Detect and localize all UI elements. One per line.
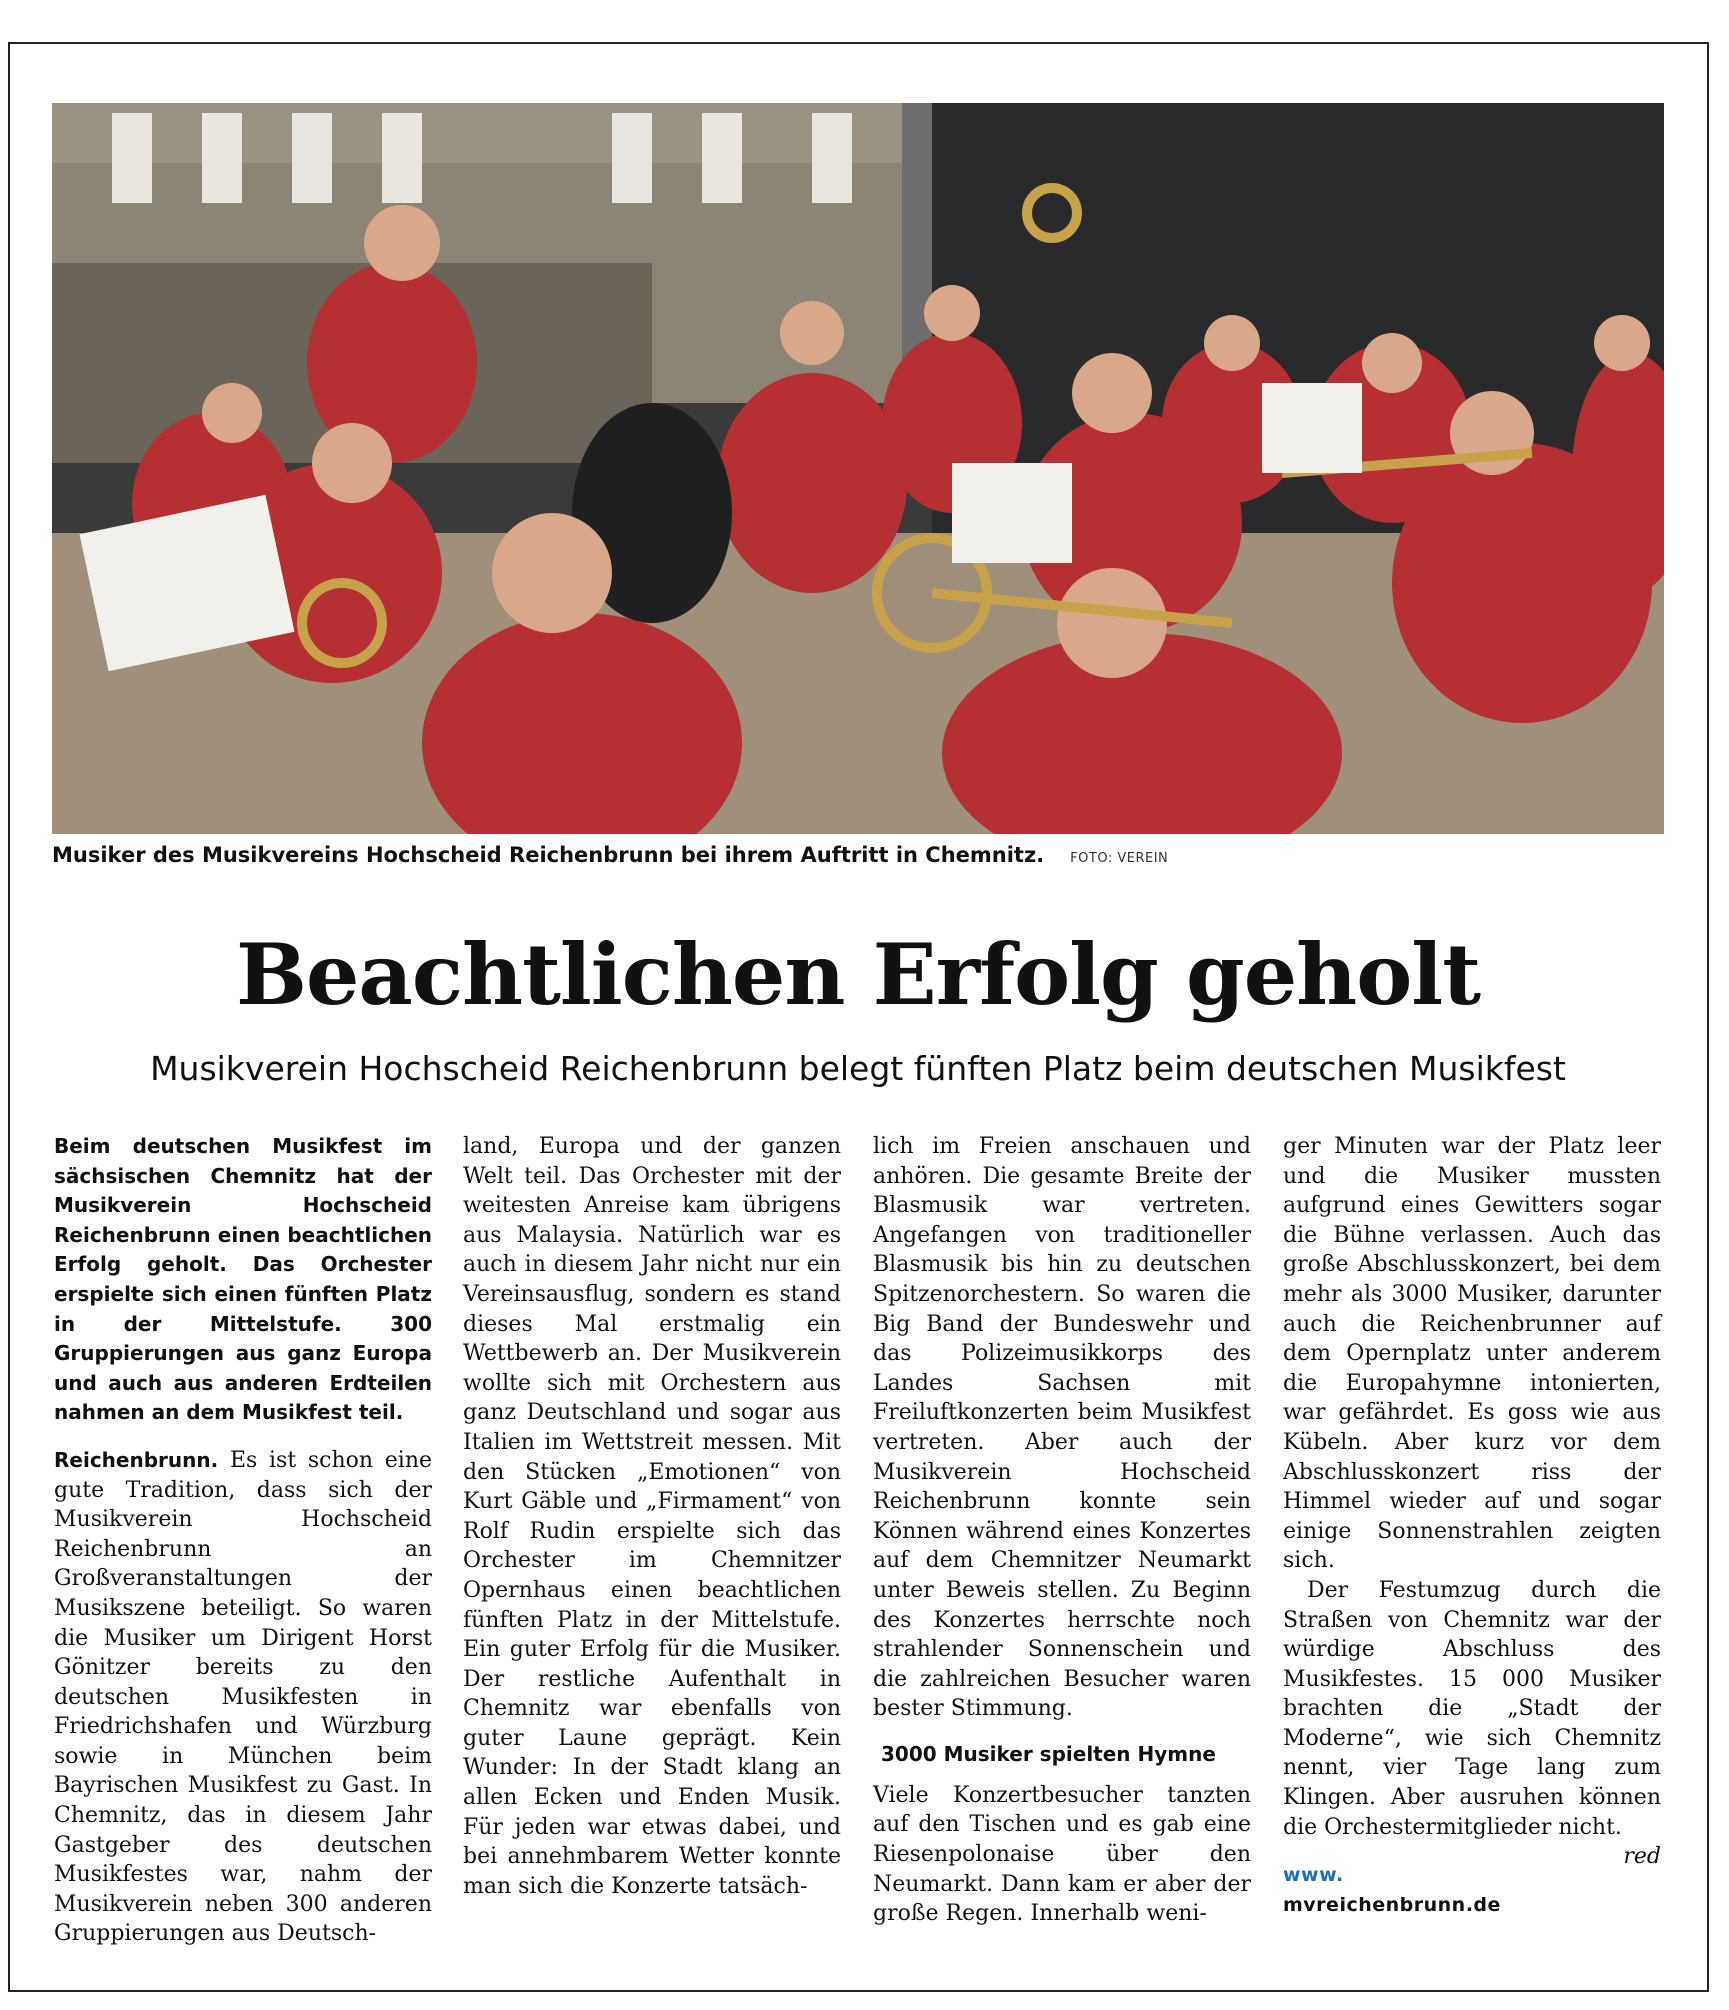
photo-caption (52, 843, 1664, 873)
author-signature: red (1623, 1844, 1661, 1870)
photo-credit: FOTO: VEREIN (1070, 851, 1169, 866)
orchestra-photo-illustration (52, 103, 1664, 834)
body-paragraph-6 (1283, 1576, 1661, 1870)
body-paragraph-5: ger Minuten war der Platz leer und die Musiker mussten aufgrund eines Gewitters sogar die Bühne verlassen. Auch das große Abschlusskonzert, bei dem mehr als 3000 Musiker, darunter auch die Reichenbrunner auf dem Opernplatz unter anderem die Europahymne intonierten, war gefährdet. Es goss wie aus Kübeln. Aber kurz vor dem Abschlusskonzert riss der Himmel wieder auf und sogar einige Sonnenstrahlen zeigten sich. (1283, 1134, 1661, 1574)
body-paragraph-3: lich im Freien anschauen und anhören. Die gesamte Breite der Blasmusik war vertreten. Angefangen von traditioneller Blasmusik bis hin zu deutschen Spitzenorchestern. So waren die Big Band der Bundeswehr und das Polizeimusikkorps des Landes Sachsen mit Freiluftkonzerten beim Musikfest vertreten. Aber auch der Musikverein Hochscheid Reichenbrunn konnte sein Können während eines Konzertes auf dem Chemnitzer Neumarkt unter Beweis stellen. Zu Beginn des Konzertes herrschte noch strahlender Sonnenschein und die zahlreichen Besucher waren bester Stimmung. (873, 1134, 1251, 1722)
dateline: Reichenbrunn. (54, 1447, 219, 1472)
column-2 (463, 1132, 841, 1901)
body-text-6: Der Festumzug durch die Straßen von Chemnitz war der würdige Abschluss des Musikfestes. 15 000 Musiker brachten die „Stadt der Moderne“, wie sich Chemnitz nennt, vier Tage lang zum Klingen. Aber ausruhen können die Orchestermitglieder nicht. (1283, 1577, 1661, 1840)
subheadline: Musikverein Hochscheid Reichenbrunn belegt fünften Platz beim deutschen Musikfest (150, 1049, 1566, 1088)
website-prefix: www. (1283, 1864, 1344, 1887)
orchestra-photo (52, 103, 1664, 834)
caption-text: Musiker des Musikvereins Hochscheid Reichenbrunn bei ihrem Auftritt in Chemnitz. (52, 843, 1045, 867)
headline: Beachtlichen Erfolg geholt (235, 925, 1480, 1024)
lead-paragraph: Beim deutschen Musikfest im sächsischen Chemnitz hat der Musikverein Hochscheid Reichenbrunn einen beachtlichen Erfolg geholt. Das Orchester erspielte sich einen fünften Platz in der Mittelstufe. 300 Gruppierungen aus ganz Europa und auch aus anderen Erdteilen nahmen an dem Musikfest teil. (54, 1134, 432, 1425)
section-subheading: 3000 Musiker spielten Hymne (881, 1741, 1216, 1766)
body-text-1: Es ist schon eine gute Tradition, dass sich der Musikverein Hochscheid Reichenbrunn an Großveranstaltungen der Musikszene beteiligt. So waren die Musiker um Dirigent Horst Gönitzer bereits zu den deutschen Musikfesten in Friedrichshafen und Würzburg sowie in München beim Bayrischen Musikfest zu Gast. In Chemnitz, das in diesem Jahr Gastgeber des deutschen Musikfestes war, nahm der Musikverein neben 300 anderen Gruppierungen aus Deutsch- (54, 1447, 433, 1947)
column-4 (1283, 1132, 1661, 1920)
website-link[interactable]: mvreichenbrunn.de (1283, 1894, 1501, 1917)
column-1 (54, 1132, 432, 1949)
body-paragraph-2: land, Europa und der ganzen Welt teil. Das Orchester mit der weitesten Anreise kam übrigens aus Malaysia. Natürlich war es auch in diesem Jahr nicht nur ein Vereinsausflug, sondern es stand dieses Mal erstmalig ein Wettbewerb an. Der Musikverein wollte sich mit Orchestern aus ganz Deutschland und sogar aus Italien im Wettstreit messen. Mit den Stücken „Emotionen“ von Kurt Gäble und „Firmament“ von Rolf Rudin erspielte sich das Orchester im Chemnitzer Opernhaus einen beachtlichen fünften Platz in der Mittelstufe. Ein guter Erfolg für die Musiker. Der restliche Aufenthalt in Chemnitz war ebenfalls von guter Laune geprägt. Kein Wunder: In der Stadt klang an allen Ecken und Enden Musik. Für jeden war etwas dabei, und bei annehmbarem Wetter konnte man sich die Konzerte tatsäch- (463, 1134, 841, 1899)
column-3 (873, 1132, 1251, 1929)
body-paragraph-4: Viele Konzertbesucher tanzten auf den Tischen und es gab eine Riesenpolonaise über den Neumarkt. Dann kam er aber der große Regen. Innerhalb weni- (873, 1782, 1251, 1927)
body-paragraph-1 (54, 1446, 432, 1949)
